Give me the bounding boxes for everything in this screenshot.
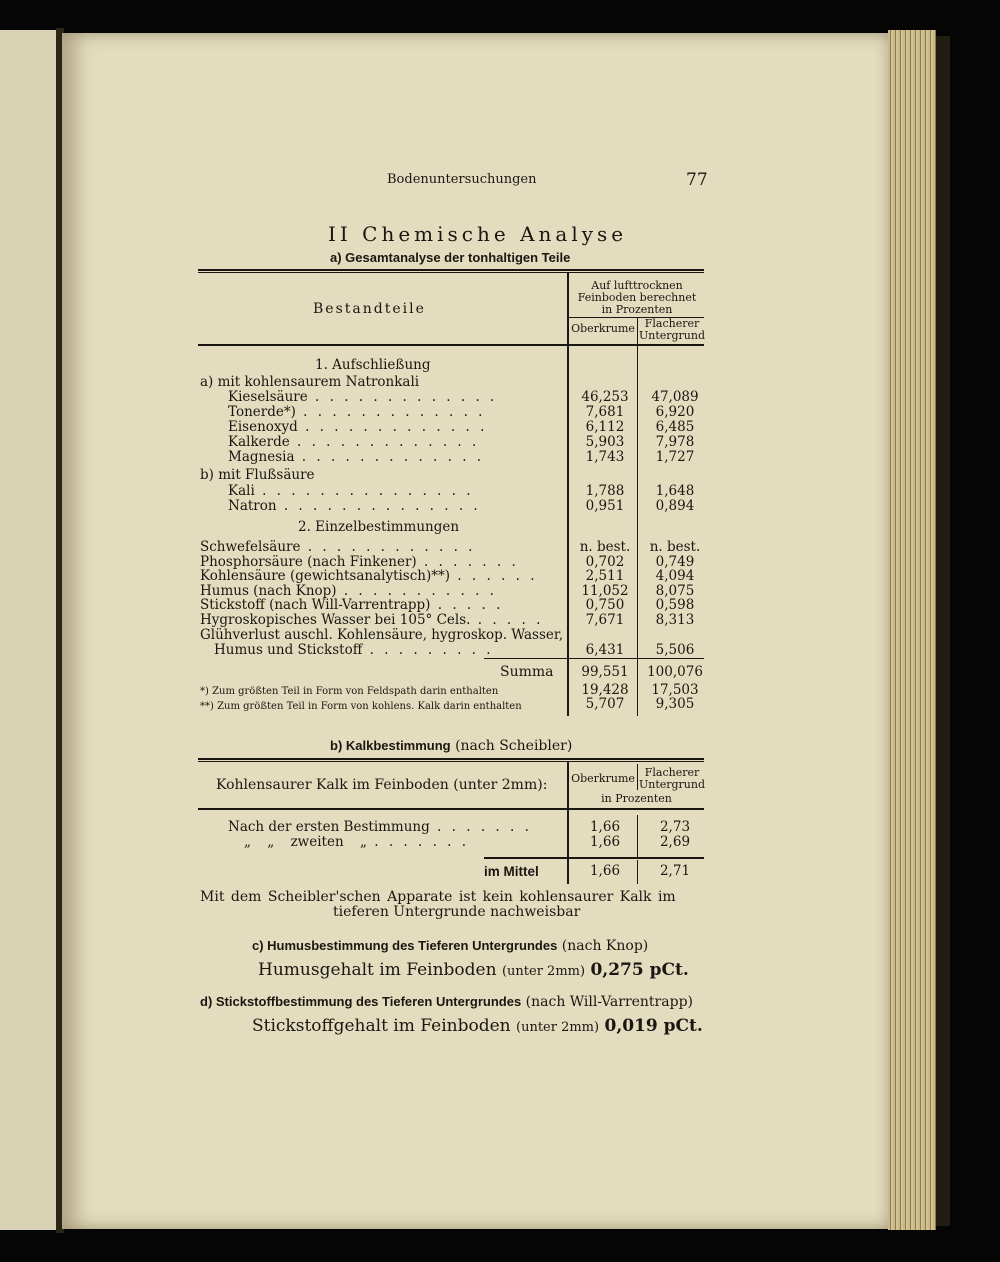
header-group-label: Auf lufttrocknen Feinboden berechnet in Prozenten	[577, 279, 697, 316]
table-b-note-2: tieferen Untergrunde nachweisbar	[333, 904, 581, 920]
col-untergrund: Flacherer Untergrund	[638, 317, 706, 342]
page-stack-edge	[888, 30, 936, 1230]
row-label: Kieselsäure . . . . . . . . . . . . .	[228, 389, 498, 405]
row-value-untergrund: 0,894	[655, 498, 695, 514]
row-label: Nach der ersten Bestimmung . . . . . . .	[228, 819, 532, 835]
page-number: 77	[686, 170, 708, 190]
row-value-oberkrume: n. best.	[579, 539, 631, 555]
row-value-oberkrume: 11,052	[581, 583, 629, 599]
row-value-untergrund: 6,920	[655, 404, 695, 420]
table-a-top-rule	[198, 269, 704, 271]
row-value-oberkrume: 1,743	[585, 449, 625, 465]
row-value-oberkrume: 0,702	[585, 554, 625, 570]
table-b-col-untergrund: Flacherer Untergrund	[638, 766, 706, 791]
row-value-untergrund: 7,978	[655, 434, 695, 450]
row-value-oberkrume: 1,66	[589, 834, 621, 850]
section-d-title: d) Stickstoffbestimmung des Tieferen Untergrundes (nach Will-Varrentrapp)	[200, 994, 693, 1010]
table-a-title: a) Gesamtanalyse der tonhaltigen Teile	[330, 250, 571, 265]
table-b-top-rule-2	[198, 761, 704, 762]
col-oberkrume: Oberkrume	[571, 322, 635, 335]
row-label: Kali . . . . . . . . . . . . . . .	[228, 483, 474, 499]
summa-oberkrume: 99,551	[581, 664, 629, 680]
table-b-unit: in Prozenten	[601, 792, 672, 805]
table-a-header-rule	[198, 344, 704, 346]
footnote: *) Zum größten Teil in Form von Feldspath darin enthalten	[200, 686, 499, 697]
mittel-label: im Mittel	[484, 864, 539, 879]
row-value-untergrund: 47,089	[651, 389, 699, 405]
row-label: Humus (nach Knop) . . . . . . . . . . .	[200, 583, 497, 599]
row-value-untergrund: 0,749	[655, 554, 695, 570]
footnote-untergrund: 9,305	[655, 696, 695, 712]
row-label-continued: Humus und Stickstoff . . . . . . . . .	[214, 642, 494, 658]
row-label: Stickstoff (nach Will-Varrentrapp) . . . . .	[200, 597, 504, 613]
mittel-untergrund: 2,71	[659, 863, 691, 879]
table-b-header-rule	[198, 808, 704, 810]
table-b-col-oberkrume: Oberkrume	[571, 772, 635, 785]
summa-rule	[484, 658, 704, 659]
row-label: Hygroskopisches Wasser bei 105° Cels. . . . . .	[200, 612, 544, 628]
footnote-oberkrume: 19,428	[581, 682, 629, 698]
row-label: Kalkerde . . . . . . . . . . . . .	[228, 434, 480, 450]
row-value-oberkrume: 7,671	[585, 612, 625, 628]
group-aufschliessung: 1. Aufschließung	[315, 357, 431, 373]
subgroup-flusssaeure: b) mit Flußsäure	[200, 467, 315, 483]
table-b-top-rule	[198, 758, 704, 760]
row-value-untergrund: 6,485	[655, 419, 695, 435]
left-page-edge	[0, 30, 58, 1230]
subgroup-natronkali: a) mit kohlensaurem Natronkali	[200, 374, 420, 390]
row-value-untergrund: 8,313	[655, 612, 695, 628]
row-label: Natron . . . . . . . . . . . . . .	[228, 498, 481, 514]
row-value-oberkrume: 0,750	[585, 597, 625, 613]
row-label: „ „ zweiten „ . . . . . . .	[244, 834, 470, 850]
row-label: Glühverlust auschl. Kohlensäure, hygroskop. Wasser,	[200, 627, 564, 643]
row-value-oberkrume: 46,253	[581, 389, 629, 405]
row-label: Magnesia . . . . . . . . . . . . .	[228, 449, 485, 465]
summa-untergrund: 100,076	[647, 664, 703, 680]
mittel-oberkrume: 1,66	[589, 863, 621, 879]
table-a-top-rule-2	[198, 272, 704, 273]
row-value-untergrund: 1,727	[655, 449, 695, 465]
table-b-head-label: Kohlensaurer Kalk im Feinboden (unter 2mm):	[216, 777, 548, 793]
row-value-untergrund: n. best.	[649, 539, 701, 555]
row-value-untergrund: 5,506	[655, 642, 695, 658]
row-value-untergrund: 8,075	[655, 583, 695, 599]
footnote: **) Zum größten Teil in Form von kohlens. Kalk darin enthalten	[200, 701, 522, 712]
row-label: Phosphorsäure (nach Finkener) . . . . . . .	[200, 554, 519, 570]
row-value-untergrund: 4,094	[655, 568, 695, 584]
row-label: Eisenoxyd . . . . . . . . . . . . .	[228, 419, 488, 435]
row-value-untergrund: 2,73	[659, 819, 691, 835]
footnote-untergrund: 17,503	[651, 682, 699, 698]
row-value-oberkrume: 6,431	[585, 642, 625, 658]
mittel-rule	[484, 857, 704, 859]
section-title: II Chemische Analyse	[328, 222, 628, 246]
row-value-untergrund: 1,648	[655, 483, 695, 499]
section-c-title: c) Humusbestimmung des Tieferen Untergrundes (nach Knop)	[252, 938, 649, 954]
row-label: Schwefelsäure . . . . . . . . . . . .	[200, 539, 476, 555]
row-value-untergrund: 2,69	[659, 834, 691, 850]
running-head: Bodenuntersuchungen	[387, 172, 537, 187]
table-a-vertical-rule	[567, 273, 569, 716]
row-value-oberkrume: 7,681	[585, 404, 625, 420]
section-c-line: Humusgehalt im Feinboden (unter 2mm) 0,275 pCt.	[258, 960, 689, 980]
section-d-line: Stickstoffgehalt im Feinboden (unter 2mm) 0,019 pCt.	[252, 1016, 703, 1036]
table-b-note: Mit dem Scheibler'schen Apparate ist kein kohlensaurer Kalk im	[200, 889, 676, 905]
group-einzelbestimmungen: 2. Einzelbestimmungen	[298, 519, 460, 535]
row-value-oberkrume: 2,511	[585, 568, 625, 584]
col-label-bestandteile: Bestandteile	[313, 301, 426, 317]
book-cover-edge	[936, 36, 950, 1226]
row-label: Tonerde*) . . . . . . . . . . . . .	[228, 404, 486, 420]
row-value-oberkrume: 0,951	[585, 498, 625, 514]
row-value-untergrund: 0,598	[655, 597, 695, 613]
row-value-oberkrume: 5,903	[585, 434, 625, 450]
summa-label: Summa	[500, 664, 554, 680]
footnote-oberkrume: 5,707	[585, 696, 625, 712]
row-value-oberkrume: 6,112	[585, 419, 625, 435]
row-value-oberkrume: 1,66	[589, 819, 621, 835]
table-b-title: b) Kalkbestimmung (nach Scheibler)	[330, 738, 573, 754]
row-value-oberkrume: 1,788	[585, 483, 625, 499]
row-label: Kohlensäure (gewichtsanalytisch)**) . . . . . .	[200, 568, 538, 584]
